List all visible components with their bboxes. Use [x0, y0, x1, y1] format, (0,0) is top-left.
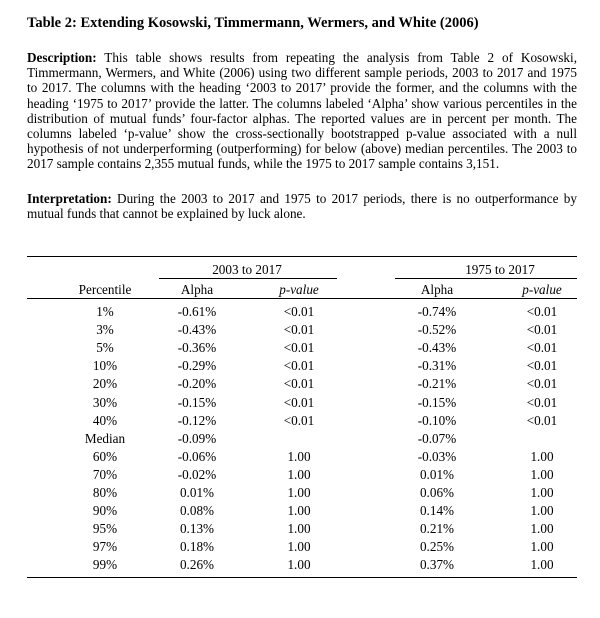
- table-bottom-rule: [27, 577, 577, 578]
- cell-alpha-1975: 0.01%: [419, 466, 455, 482]
- group-header-1975-2017: 1975 to 2017: [465, 262, 535, 277]
- cell-percentile: 30%: [92, 394, 118, 410]
- col-header-percentile: Percentile: [78, 282, 132, 297]
- cell-alpha-2003: -0.29%: [177, 358, 217, 374]
- cell-alpha-2003: -0.15%: [177, 394, 217, 410]
- cell-pvalue-2003: <0.01: [283, 322, 315, 338]
- col-header-pvalue-2003: p-value: [279, 282, 319, 297]
- cell-pvalue-2003: <0.01: [283, 376, 315, 392]
- cell-percentile: 90%: [92, 503, 118, 519]
- interpretation-paragraph: [27, 191, 577, 221]
- cell-alpha-1975: 0.25%: [419, 539, 455, 555]
- cell-pvalue-1975: 1.00: [530, 503, 554, 519]
- cell-pvalue-1975: 1.00: [530, 448, 554, 464]
- cell-percentile: 5%: [96, 340, 114, 356]
- cell-percentile: 70%: [92, 466, 118, 482]
- cell-pvalue-1975: <0.01: [526, 394, 558, 410]
- paper-page: [27, 14, 577, 221]
- col-header-alpha-1975: Alpha: [420, 282, 454, 297]
- cell-percentile: 97%: [92, 539, 118, 555]
- cell-alpha-1975: -0.21%: [417, 376, 457, 392]
- cell-percentile: 40%: [92, 412, 118, 428]
- cell-percentile: 1%: [96, 304, 114, 319]
- description-paragraph: [27, 50, 577, 172]
- cell-pvalue-2003: <0.01: [283, 358, 315, 374]
- cell-alpha-1975: 0.37%: [419, 557, 455, 573]
- cell-pvalue-2003: <0.01: [283, 412, 315, 428]
- cell-pvalue-2003: 1.00: [287, 503, 311, 519]
- cell-pvalue-1975: <0.01: [526, 340, 558, 356]
- cell-alpha-1975: -0.31%: [417, 358, 457, 374]
- cell-alpha-2003: 0.08%: [179, 503, 215, 519]
- group-underline-1975: [395, 278, 577, 279]
- cell-percentile: 95%: [92, 521, 118, 537]
- cell-alpha-1975: -0.03%: [417, 448, 457, 464]
- cell-alpha-2003: -0.09%: [177, 430, 217, 446]
- cell-pvalue-2003: 1.00: [287, 521, 311, 537]
- table-top-rule: [27, 256, 577, 257]
- cell-percentile: 10%: [92, 358, 118, 374]
- col-header-pvalue-1975: p-value: [522, 282, 562, 297]
- cell-alpha-2003: -0.06%: [177, 448, 217, 464]
- interpretation-lead: Interpretation:: [27, 190, 112, 206]
- cell-pvalue-1975: 1.00: [530, 539, 554, 555]
- description-lead: Description:: [27, 50, 97, 65]
- cell-pvalue-1975: <0.01: [526, 358, 558, 374]
- cell-pvalue-1975: 1.00: [530, 557, 554, 573]
- cell-pvalue-1975: <0.01: [526, 376, 558, 392]
- cell-pvalue-1975: <0.01: [526, 412, 558, 428]
- cell-alpha-2003: -0.20%: [177, 376, 217, 392]
- cell-alpha-1975: -0.52%: [417, 322, 457, 338]
- col-header-alpha-2003: Alpha: [180, 282, 214, 297]
- cell-pvalue-2003: 1.00: [287, 485, 311, 500]
- cell-alpha-2003: 0.26%: [179, 557, 215, 573]
- description-text: This table shows results from repeating the analysis from Table 2 of Kosowski, Timmermann, Wermers, and White (2006) using two different sample periods, 2003 to 2017 and 1975 to 2017. The columns with the heading ‘2003 to 2017’ provide the former, and the columns with the heading ‘1975 to 2017’ provide the latter. The columns labeled ‘Alpha’ show various percentiles in the distribution of mutual funds’ four-factor alphas. The reported values are in percent per month. The columns labeled ‘p-value’ show the cross-sectionally bootstrapped p-value associated with a null hypothesis of not underperforming (outperforming) for below (above) median percentiles. The 2003 to 2017 sample contains 2,355 mutual funds, while the 1975 to 2017 sample contains 3,151.: [27, 50, 577, 172]
- group-underline-2003: [159, 278, 337, 279]
- cell-alpha-1975: -0.10%: [417, 412, 457, 428]
- cell-percentile: 60%: [92, 448, 118, 464]
- cell-pvalue-2003: <0.01: [283, 394, 315, 410]
- cell-percentile: 99%: [92, 557, 118, 573]
- cell-percentile: 80%: [92, 485, 118, 500]
- table-title: Table 2: Extending Kosowski, Timmermann, Wermers, and White (2006): [27, 15, 479, 31]
- cell-alpha-2003: 0.18%: [179, 539, 215, 555]
- cell-alpha-2003: 0.01%: [179, 485, 215, 500]
- table-header-rule: [27, 298, 577, 299]
- cell-pvalue-2003: <0.01: [283, 304, 315, 319]
- cell-pvalue-2003: 1.00: [287, 448, 311, 464]
- cell-alpha-2003: 0.13%: [179, 521, 215, 537]
- cell-alpha-1975: 0.06%: [419, 485, 455, 500]
- cell-pvalue-1975: <0.01: [526, 304, 558, 319]
- cell-pvalue-2003: 1.00: [287, 539, 311, 555]
- cell-pvalue-2003: 1.00: [287, 557, 311, 573]
- cell-alpha-1975: -0.15%: [417, 394, 457, 410]
- cell-alpha-2003: -0.61%: [177, 304, 217, 319]
- cell-percentile: Median: [84, 430, 126, 446]
- cell-alpha-2003: -0.12%: [177, 412, 217, 428]
- cell-alpha-1975: 0.14%: [419, 503, 455, 519]
- cell-pvalue-1975: 1.00: [530, 521, 554, 537]
- cell-alpha-2003: -0.43%: [177, 322, 217, 338]
- interpretation-text: During the 2003 to 2017 and 1975 to 2017 periods, there is no outperformance by mutual funds that cannot be explained by luck alone.: [27, 190, 577, 221]
- group-header-2003-2017: 2003 to 2017: [212, 262, 282, 277]
- cell-percentile: 20%: [92, 376, 118, 392]
- cell-pvalue-1975: 1.00: [530, 485, 554, 500]
- cell-alpha-1975: -0.43%: [417, 340, 457, 356]
- cell-pvalue-2003: 1.00: [287, 466, 311, 482]
- cell-percentile: 3%: [96, 322, 114, 338]
- cell-pvalue-1975: <0.01: [526, 322, 558, 338]
- cell-alpha-1975: 0.21%: [419, 521, 455, 537]
- cell-pvalue-2003: <0.01: [283, 340, 315, 356]
- cell-alpha-2003: -0.36%: [177, 340, 217, 356]
- cell-alpha-2003: -0.02%: [177, 466, 217, 482]
- cell-pvalue-1975: 1.00: [530, 466, 554, 482]
- cell-alpha-1975: -0.07%: [417, 430, 457, 446]
- cell-alpha-1975: -0.74%: [417, 304, 457, 319]
